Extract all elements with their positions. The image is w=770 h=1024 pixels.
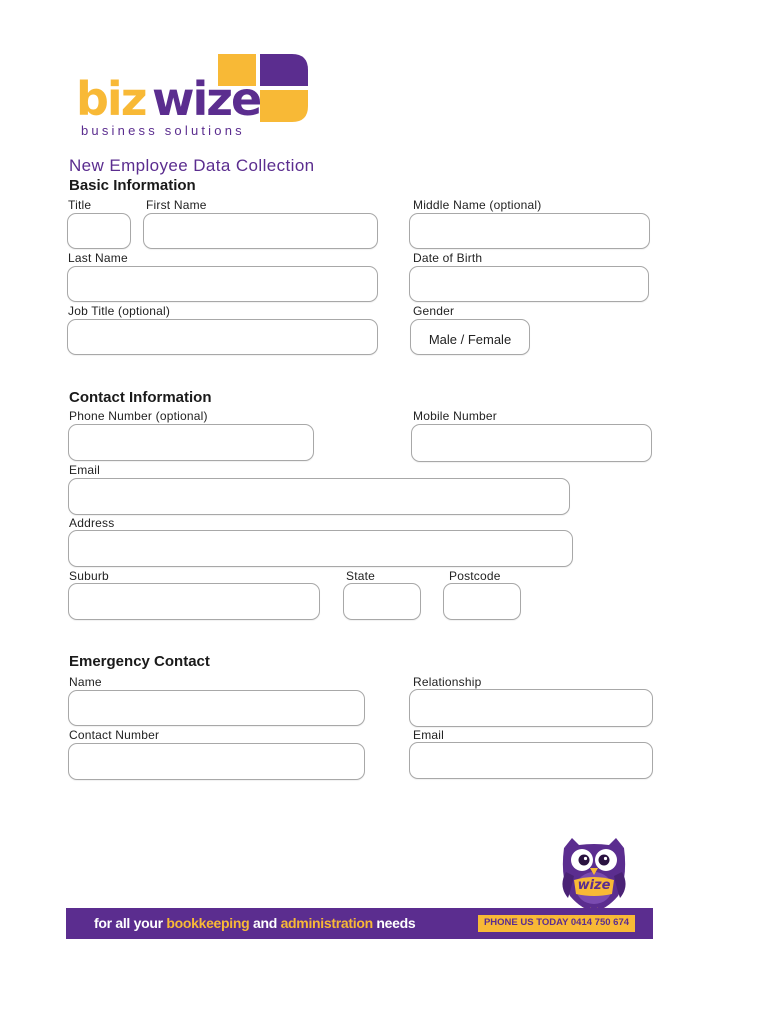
job-title-field[interactable]: [67, 319, 378, 355]
dob-label: Date of Birth: [413, 251, 483, 265]
footer-text-2: and: [249, 915, 281, 931]
section-heading-contact: Contact Information: [69, 389, 212, 406]
contact-number-label: Contact Number: [69, 728, 160, 742]
state-label: State: [346, 569, 376, 583]
form-title: New Employee Data Collection: [69, 156, 315, 175]
email-field[interactable]: [68, 478, 570, 515]
bizwize-logo: [74, 50, 314, 140]
state-field[interactable]: [343, 583, 421, 620]
suburb-field[interactable]: [68, 583, 320, 620]
phone-text: PHONE US TODAY 0414 750 674: [483, 917, 630, 928]
middle-name-label: Middle Name (optional): [413, 198, 542, 212]
footer-text-3: needs: [372, 915, 416, 931]
emergency-email-label: Email: [413, 728, 445, 742]
relationship-label: Relationship: [413, 675, 482, 689]
mobile-field[interactable]: [411, 424, 652, 462]
postcode-label: Postcode: [449, 569, 501, 583]
section-heading-basic: Basic Information: [69, 177, 196, 194]
last-name-field[interactable]: [67, 266, 378, 302]
address-label: Address: [69, 516, 115, 530]
date-of-birth-field[interactable]: [409, 266, 649, 302]
first-name-label: First Name: [146, 198, 207, 212]
last-name-label: Last Name: [68, 251, 128, 265]
footer-tagline: [94, 915, 415, 931]
phone-badge: [478, 915, 635, 932]
footer-banner: [66, 908, 653, 939]
job-title-label: Job Title (optional): [68, 304, 171, 318]
title-field[interactable]: [67, 213, 131, 249]
gender-field[interactable]: [410, 319, 530, 355]
suburb-label: Suburb: [69, 569, 109, 583]
address-field[interactable]: [68, 530, 573, 567]
title-label: Title: [68, 198, 92, 212]
emergency-name-field[interactable]: [68, 690, 365, 726]
emergency-name-label: Name: [69, 675, 102, 689]
emergency-email-field[interactable]: [409, 742, 653, 779]
phone-label: Phone Number (optional): [69, 409, 208, 423]
logo-word-wize: wize: [152, 72, 261, 126]
gender-label: Gender: [413, 304, 455, 318]
logo-word-biz: biz: [76, 72, 146, 126]
logo-tagline: business solutions: [81, 123, 245, 138]
phone-field[interactable]: [68, 424, 314, 461]
email-label: Email: [69, 463, 101, 477]
owl-mascot: [556, 836, 632, 914]
footer-highlight-administration: administration: [280, 915, 373, 931]
relationship-field[interactable]: [409, 689, 653, 727]
first-name-field[interactable]: [143, 213, 378, 249]
contact-number-field[interactable]: [68, 743, 365, 780]
owl-badge-text: wize: [577, 878, 611, 893]
mobile-label: Mobile Number: [413, 409, 497, 423]
postcode-field[interactable]: [443, 583, 521, 620]
owl-icon: [556, 836, 632, 914]
footer-highlight-bookkeeping: bookkeeping: [166, 915, 250, 931]
footer-text-1: for all your: [94, 915, 167, 931]
middle-name-field[interactable]: [409, 213, 650, 249]
section-heading-emergency: Emergency Contact: [69, 653, 210, 670]
gender-value: Male / Female: [428, 332, 512, 347]
